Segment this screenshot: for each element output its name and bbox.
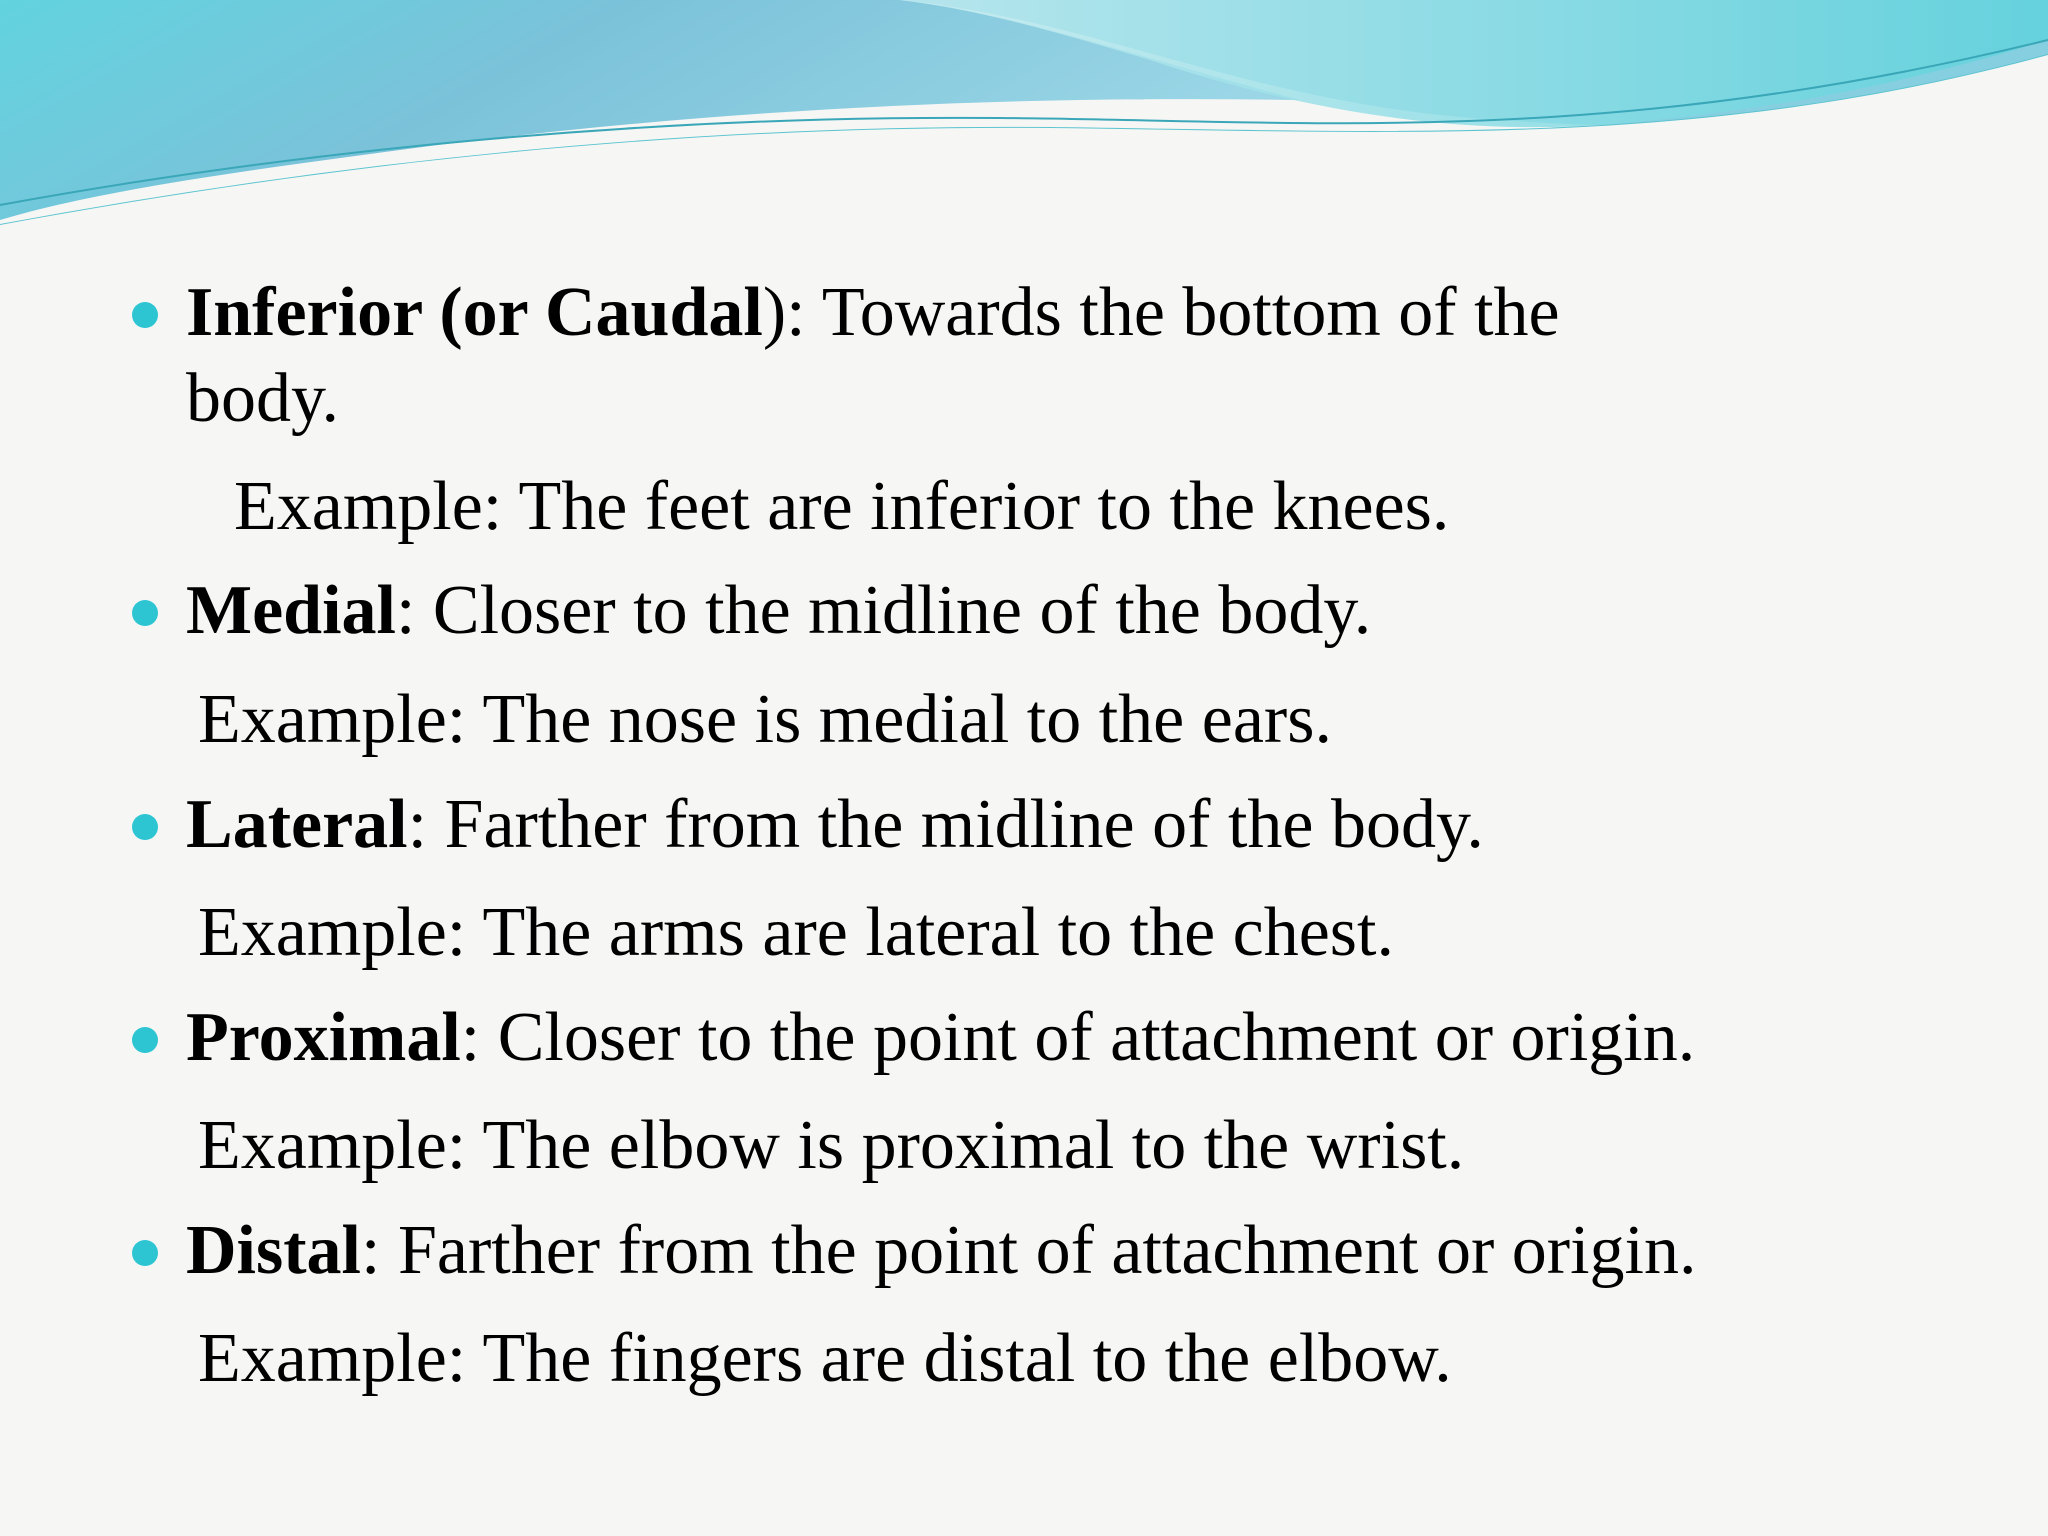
term: Lateral [186, 786, 408, 863]
term: Inferior (or Caudal [186, 274, 763, 351]
term: Proximal [186, 999, 461, 1076]
list-item-distal [186, 1209, 1696, 1293]
definition: : Towards the bottom of the [786, 274, 1560, 351]
definition: : Closer to the point of attachment or origin. [460, 999, 1696, 1076]
term: Medial [186, 572, 396, 649]
term: Distal [186, 1212, 361, 1289]
bullet-icon [132, 814, 158, 840]
bullet-icon [132, 302, 158, 328]
list-item-lateral [186, 783, 1484, 867]
bullet-icon [132, 1027, 158, 1053]
example-text: Example: The feet are inferior to the knees. [234, 468, 1450, 545]
definition-continuation [186, 357, 339, 441]
example-text: Example: The nose is medial to the ears. [198, 681, 1332, 758]
definition: : Closer to the midline of the body. [395, 572, 1372, 649]
example-text: Example: The arms are lateral to the chest. [198, 894, 1394, 971]
list-item-proximal [186, 996, 1695, 1080]
term-close-paren: ) [762, 274, 787, 351]
definition: : Farther from the point of attachment or origin. [361, 1212, 1697, 1289]
definition-line2: body. [186, 360, 339, 437]
bullet-icon [132, 1240, 158, 1266]
example-text: Example: The elbow is proximal to the wrist. [198, 1107, 1465, 1184]
bullet-icon [132, 600, 158, 626]
example-text: Example: The fingers are distal to the elbow. [198, 1320, 1452, 1397]
list-item-medial [186, 569, 1371, 653]
definition: : Farther from the midline of the body. [407, 786, 1484, 863]
list-item-inferior [186, 271, 1560, 355]
